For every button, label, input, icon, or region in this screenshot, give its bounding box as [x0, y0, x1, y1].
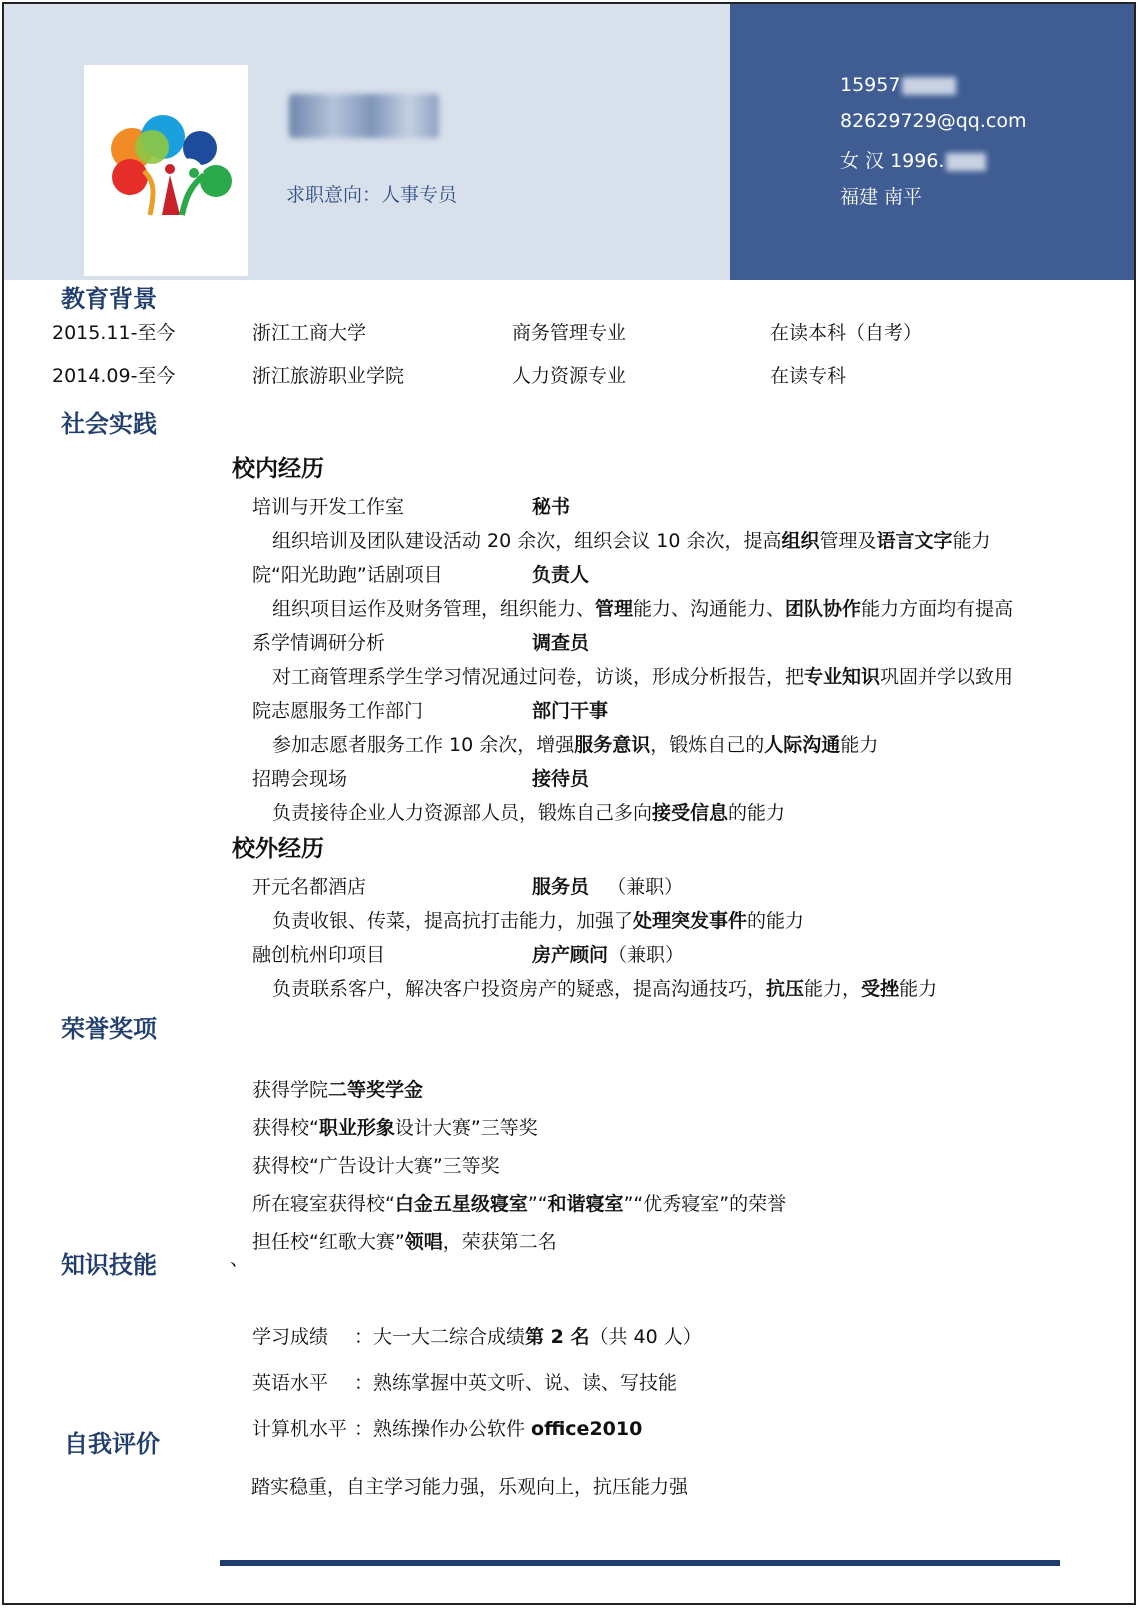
skill-value: ：大一大二综合成绩第 2 名（共 40 人） — [354, 1326, 702, 1348]
offcampus-role: 服务员 （兼职） — [532, 876, 684, 898]
resume-page — [2, 2, 1136, 1605]
honor-item: 获得校“广告设计大赛”三等奖 — [252, 1155, 500, 1177]
campus-role: 调查员 — [532, 632, 590, 654]
honor-item: 获得校“职业形象设计大赛”三等奖 — [252, 1117, 538, 1139]
subsection-campus: 校内经历 — [232, 456, 324, 482]
campus-description: 组织项目运作及财务管理，组织能力、管理能力、沟通能力、团队协作能力方面均有提高 — [272, 598, 1014, 620]
self-eval-text: 踏实稳重，自主学习能力强，乐观向上，抗压能力强 — [251, 1476, 689, 1498]
section-title-skills: 知识技能 — [61, 1251, 157, 1279]
honor-item: 担任校“红歌大赛”领唱，荣获第二名 — [252, 1231, 557, 1253]
campus-role: 接待员 — [532, 768, 590, 790]
name-blurred — [289, 94, 439, 138]
campus-role: 负责人 — [532, 564, 590, 586]
footer-divider — [220, 1560, 1060, 1566]
campus-role: 秘书 — [532, 496, 571, 518]
campus-org: 院志愿服务工作部门 — [252, 700, 424, 722]
section-title-honors: 荣誉奖项 — [61, 1015, 157, 1043]
section-title-education: 教育背景 — [61, 285, 157, 313]
education-date: 2015.11-至今 — [52, 322, 176, 344]
skill-value: ：熟练操作办公软件 office2010 — [354, 1418, 643, 1440]
campus-org: 院“阳光助跑”话剧项目 — [252, 564, 443, 586]
skill-label: 计算机水平 — [252, 1418, 348, 1440]
job-intent: 求职意向：人事专员 — [286, 184, 458, 206]
campus-role: 部门干事 — [532, 700, 609, 722]
subsection-offcampus: 校外经历 — [232, 836, 324, 862]
contact-email: 82629729@qq.com — [840, 110, 1027, 132]
campus-description: 对工商管理系学生学习情况通过问卷，访谈，形成分析报告，把专业知识巩固并学以致用 — [272, 666, 1014, 688]
contact-phone: 15957 — [840, 74, 956, 96]
campus-description: 参加志愿者服务工作 10 余次，增强服务意识，锻炼自己的人际沟通能力 — [272, 734, 879, 756]
contact-hometown: 福建 南平 — [840, 186, 923, 208]
offcampus-description: 负责联系客户，解决客户投资房产的疑惑，提高沟通技巧，抗压能力，受挫能力 — [272, 978, 938, 1000]
offcampus-org: 开元名都酒店 — [252, 876, 367, 898]
skills-mark: 、 — [230, 1248, 250, 1270]
offcampus-org: 融创杭州印项目 — [252, 944, 386, 966]
campus-org: 培训与开发工作室 — [252, 496, 405, 518]
skill-label: 英语水平 — [252, 1372, 329, 1394]
skill-value: ：熟练掌握中英文听、说、读、写技能 — [354, 1372, 678, 1394]
contact-personal: 女 汉 1996. — [840, 146, 986, 173]
education-status: 在读本科（自考） — [770, 322, 923, 344]
skill-label: 学习成绩 — [252, 1326, 329, 1348]
section-title-self-eval: 自我评价 — [64, 1430, 160, 1458]
education-major: 商务管理专业 — [512, 322, 627, 344]
logo-tree-image — [84, 65, 248, 276]
section-title-practice: 社会实践 — [61, 410, 157, 438]
education-school: 浙江旅游职业学院 — [252, 365, 405, 387]
education-status: 在读专科 — [770, 365, 847, 387]
offcampus-description: 负责收银、传菜，提高抗打击能力，加强了处理突发事件的能力 — [272, 910, 805, 932]
campus-description: 负责接待企业人力资源部人员，锻炼自己多向接受信息的能力 — [272, 802, 786, 824]
honor-item: 所在寝室获得校“白金五星级寝室”“和谐寝室”“优秀寝室”的荣誉 — [252, 1193, 787, 1215]
campus-description: 组织培训及团队建设活动 20 余次，组织会议 10 余次，提高组织管理及语言文字能力 — [272, 530, 991, 552]
header-right-panel — [730, 4, 1136, 280]
campus-org: 招聘会现场 — [252, 768, 348, 790]
honor-item: 获得学院二等奖学金 — [252, 1079, 424, 1101]
education-major: 人力资源专业 — [512, 365, 627, 387]
campus-org: 系学情调研分析 — [252, 632, 386, 654]
offcampus-role: 房产顾问（兼职） — [532, 944, 685, 966]
education-date: 2014.09-至今 — [52, 365, 176, 387]
education-school: 浙江工商大学 — [252, 322, 367, 344]
